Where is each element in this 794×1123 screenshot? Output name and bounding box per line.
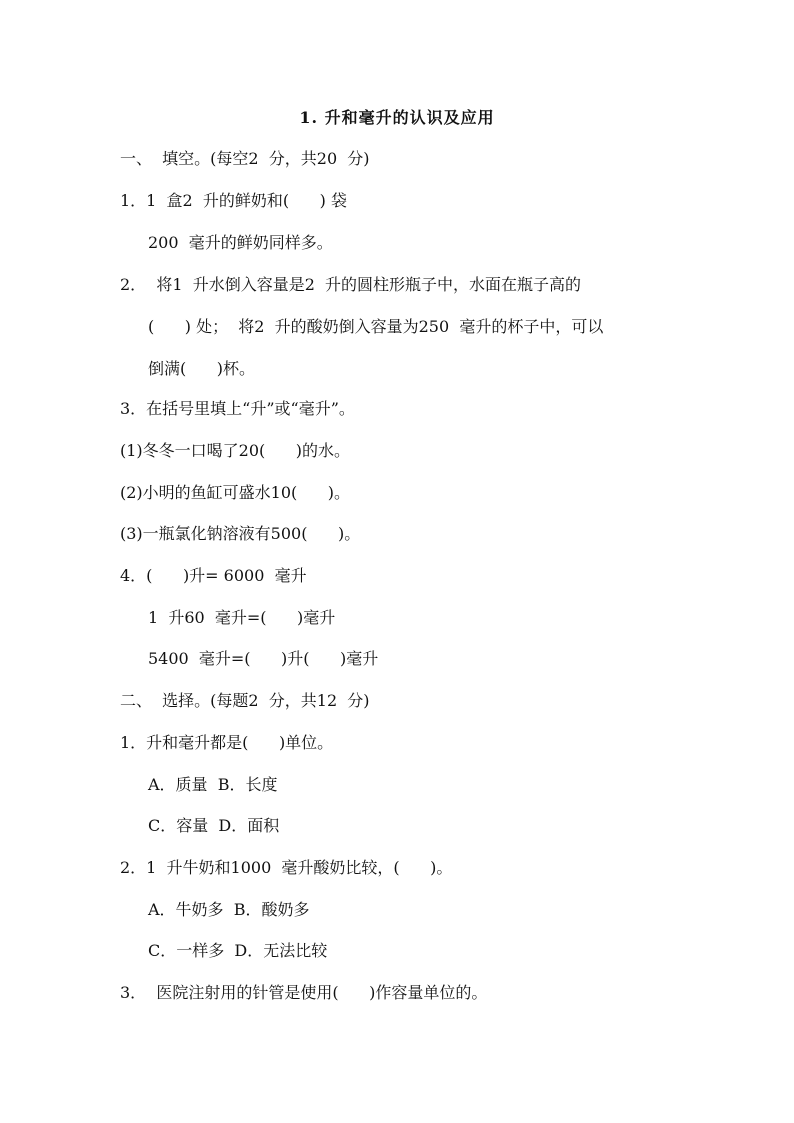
question-1-1-line-2: 200 毫升的鲜奶同样多。: [148, 233, 333, 252]
question-1-4-item-1: 4．( )升= 6000 毫升: [120, 566, 307, 585]
question-1-4-item-3: 5400 毫升=( )升( )毫升: [148, 649, 379, 668]
section-1-heading: 一、 填空。(每空2 分，共20 分): [120, 149, 370, 168]
question-2-1-options-ab: A．质量 B．长度: [148, 775, 278, 794]
question-1-2-line-2: ( ) 处； 将2 升的酸奶倒入容量为250 毫升的杯子中，可以: [148, 317, 604, 336]
question-2-3-stem: 3． 医院注射用的针管是使用( )作容量单位的。: [120, 983, 488, 1002]
page-title: 1. 升和毫升的认识及应用: [299, 108, 495, 127]
question-1-2-line-1: 2． 将1 升水倒入容量是2 升的圆柱形瓶子中，水面在瓶子高的: [120, 275, 582, 294]
question-1-3-item-1: (1)冬冬一口喝了20( )的水。: [120, 441, 351, 460]
question-2-1-options-cd: C．容量 D．面积: [148, 816, 280, 835]
question-1-3-item-3: (3)一瓶氯化钠溶液有500( )。: [120, 524, 361, 543]
question-1-1-line-1: 1．1 盒2 升的鲜奶和( ) 袋: [120, 191, 347, 210]
section-2-heading: 二、 选择。(每题2 分，共12 分): [120, 691, 370, 710]
question-1-4-item-2: 1 升60 毫升=( )毫升: [148, 608, 336, 627]
question-1-3-item-2: (2)小明的鱼缸可盛水10( )。: [120, 483, 351, 502]
question-1-2-line-3: 倒满( )杯。: [148, 359, 256, 378]
question-2-2-stem: 2．1 升牛奶和1000 毫升酸奶比较，( )。: [120, 858, 453, 877]
question-1-3-stem: 3．在括号里填上“升”或“毫升”。: [120, 399, 355, 418]
question-2-2-options-ab: A．牛奶多 B．酸奶多: [148, 900, 310, 919]
question-2-2-options-cd: C．一样多 D．无法比较: [148, 941, 328, 960]
question-2-1-stem: 1．升和毫升都是( )单位。: [120, 733, 334, 752]
